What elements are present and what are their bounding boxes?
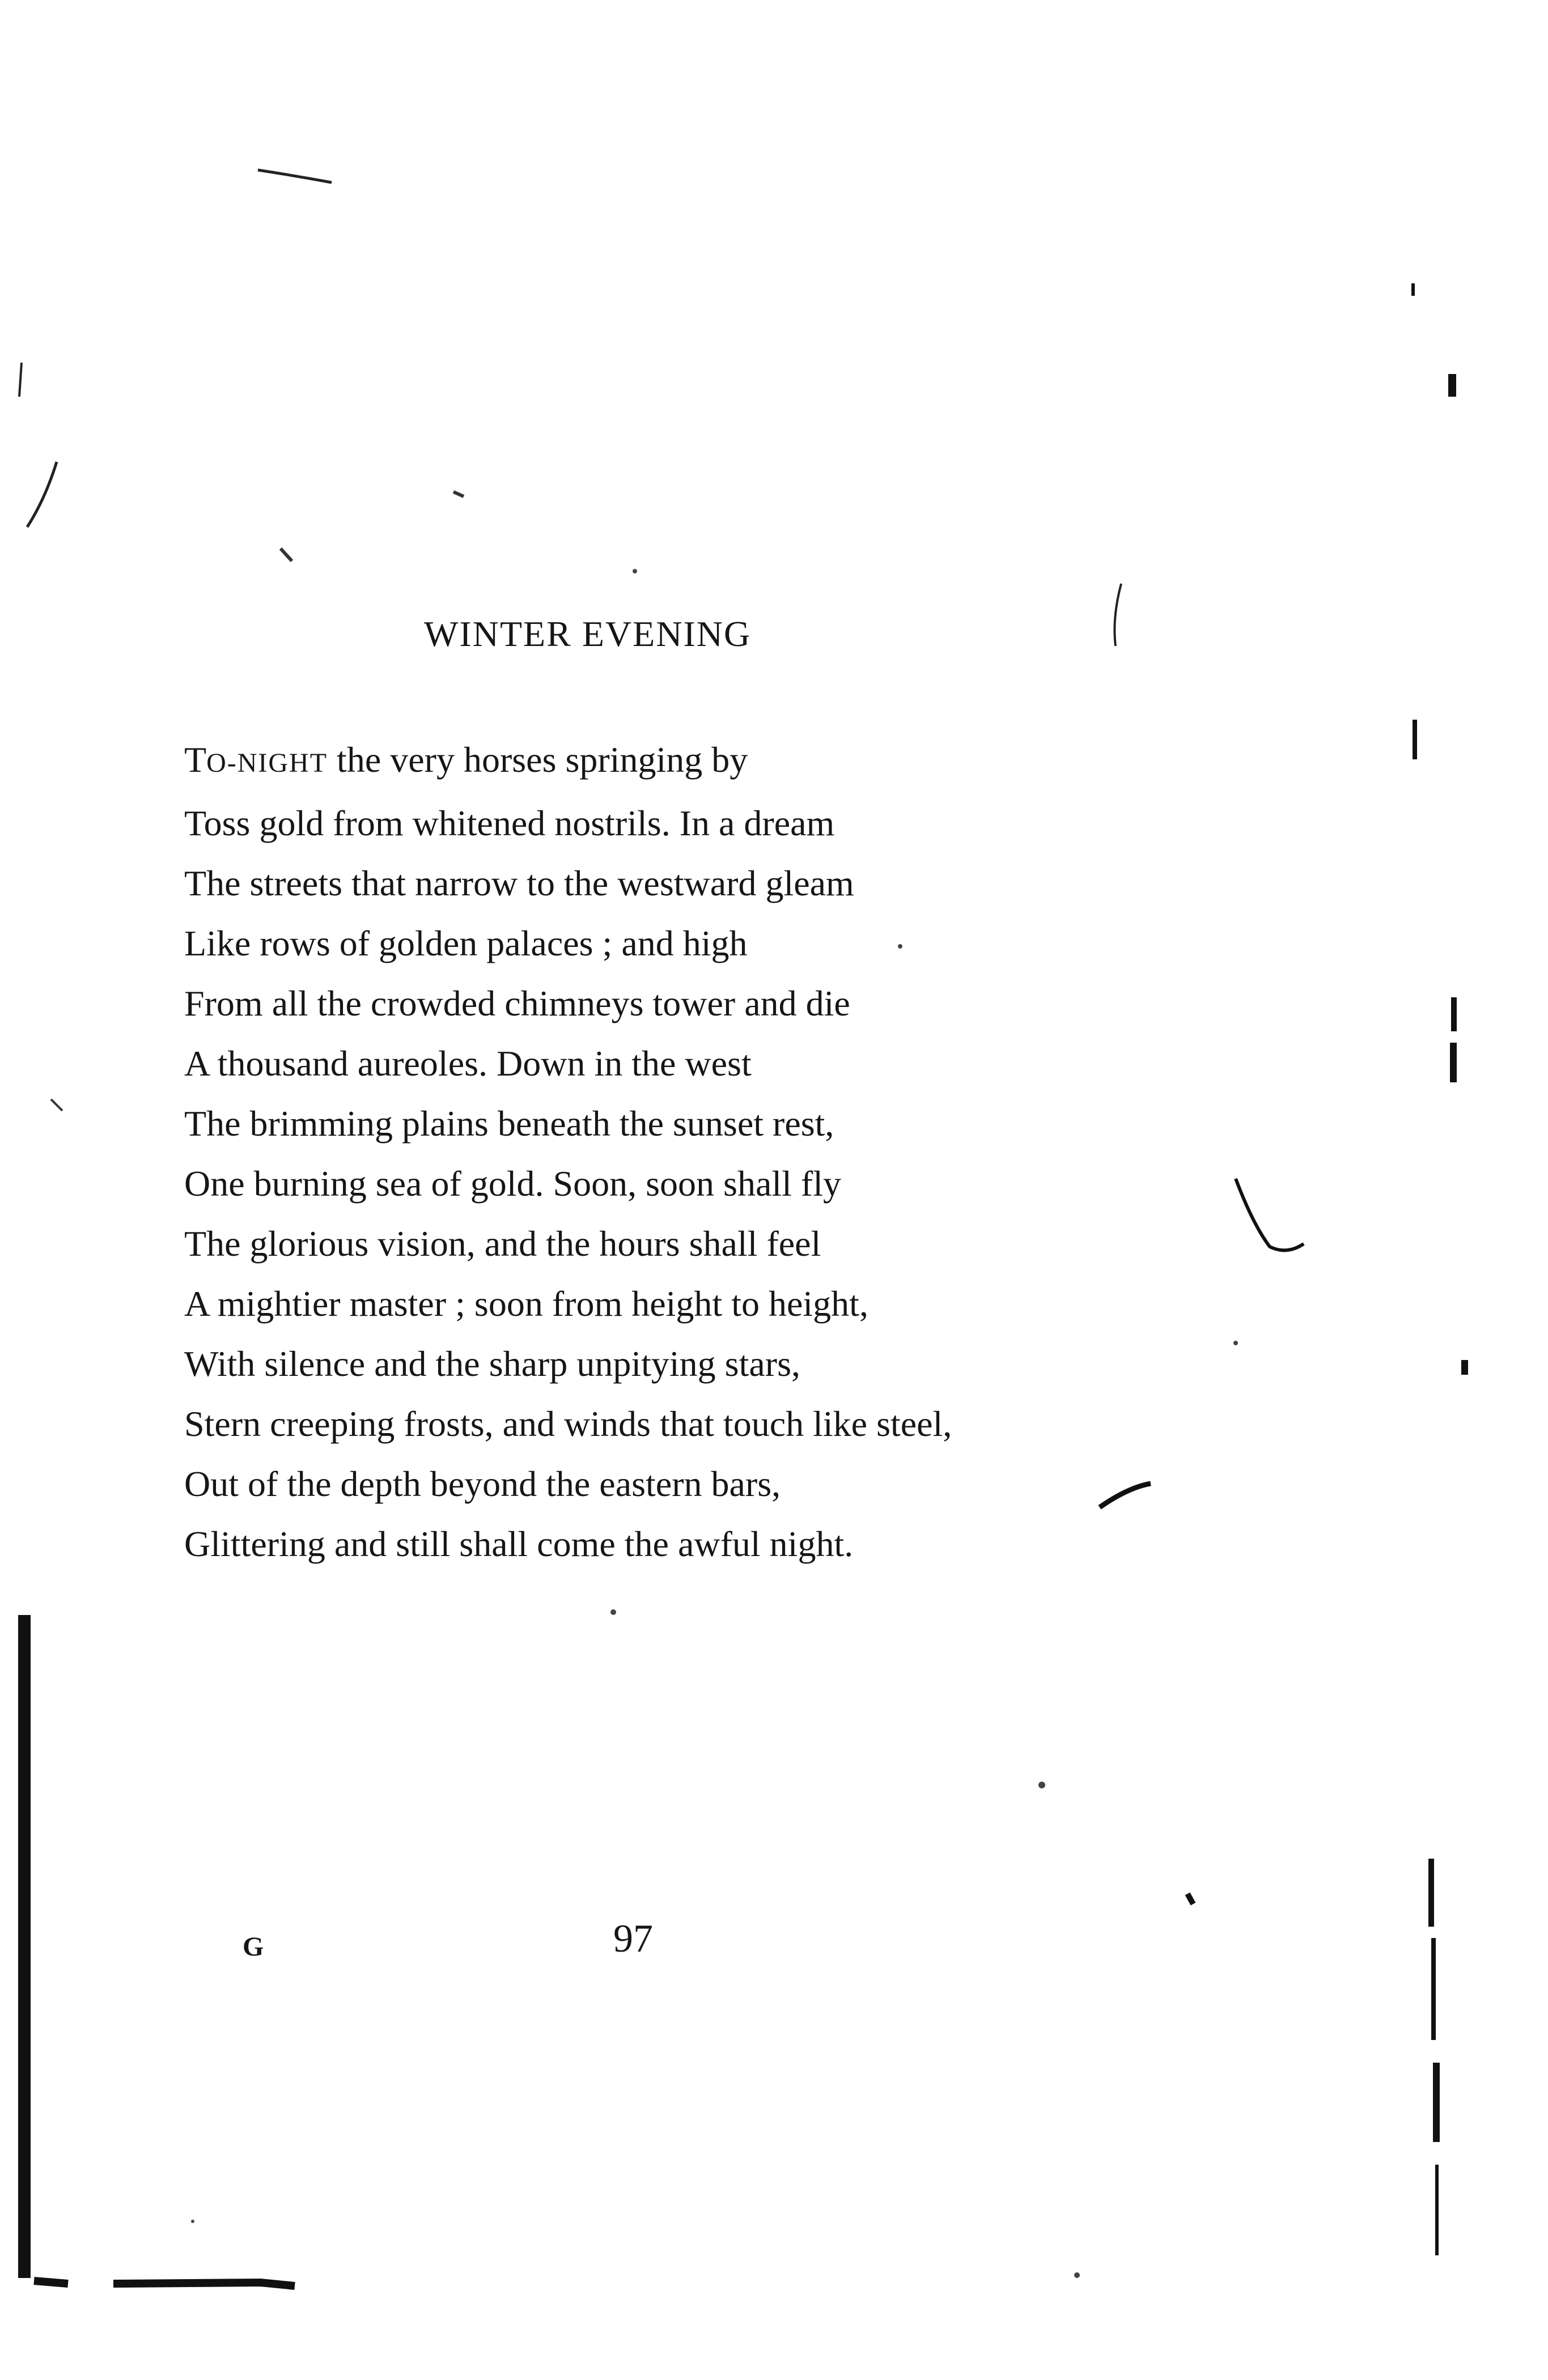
left-binding-bar [18, 1615, 31, 2278]
poem-line: One burning sea of gold. Soon, soon shall fly [184, 1163, 841, 1204]
poem-line: Stern creeping frosts, and winds that touch like steel, [184, 1404, 952, 1444]
signature-mark: G [243, 1932, 264, 1962]
stray-mark [51, 1099, 62, 1111]
stray-mark [281, 549, 292, 561]
poem-line: A mightier master ; soon from height to height, [184, 1284, 868, 1324]
stray-mark [27, 462, 57, 527]
first-line-text: the very horses springing by [328, 740, 748, 780]
stray-curve [1236, 1179, 1304, 1250]
stray-mark [1187, 1894, 1193, 1904]
drop-initial: T [184, 740, 207, 780]
poem-line [184, 730, 952, 793]
poem-line: With silence and the sharp unpitying stars, [184, 1344, 800, 1384]
poem-line: Out of the depth beyond the eastern bars, [184, 1464, 781, 1504]
small-caps-word: O-NIGHT [206, 748, 328, 778]
poem-line: Like rows of golden palaces ; and high [184, 923, 748, 963]
poem-body [184, 730, 952, 1574]
poem-line: The brimming plains beneath the sunset rest, [184, 1103, 834, 1144]
poem-line: Glittering and still shall come the awful night. [184, 1524, 854, 1564]
stray-mark [453, 492, 464, 496]
poem-title: WINTER EVENING [424, 614, 752, 654]
right-edge-marks [1411, 283, 1468, 2255]
stray-mark [258, 170, 332, 182]
stray-curve [1100, 1484, 1151, 1507]
poem-line: The glorious vision, and the hours shall feel [184, 1223, 821, 1264]
page-number: 97 [613, 1917, 653, 1961]
poem-line: A thousand aureoles. Down in the west [184, 1043, 752, 1083]
bottom-smear [34, 2281, 295, 2286]
stray-curve [1114, 584, 1121, 646]
poem-line: From all the crowded chimneys tower and die [184, 983, 850, 1023]
stray-mark [19, 363, 22, 397]
poem-line: The streets that narrow to the westward gleam [184, 863, 854, 903]
poem-line: Toss gold from whitened nostrils. In a dream [184, 803, 835, 843]
